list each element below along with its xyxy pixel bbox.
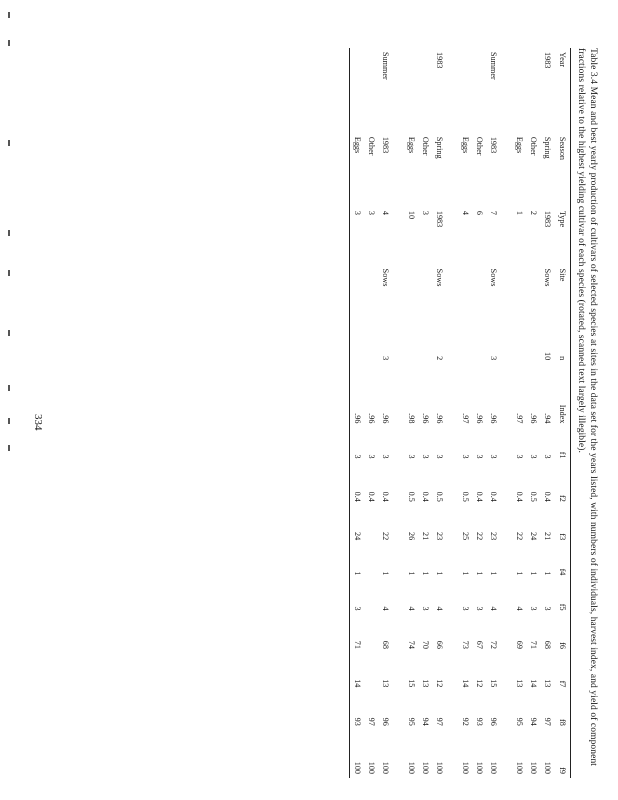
table-cell: Summer xyxy=(489,52,498,80)
table-row xyxy=(404,48,418,778)
table-cell: 96 xyxy=(489,717,498,726)
table-cell: 3 xyxy=(353,210,362,215)
table-cell: Sows xyxy=(381,268,390,287)
table-cell: Summer xyxy=(381,52,390,80)
table-cell: 3 xyxy=(421,454,430,459)
table-cell xyxy=(418,326,432,364)
table-cell: 100 xyxy=(515,761,524,774)
table-cell xyxy=(458,48,472,133)
table-row xyxy=(512,48,526,778)
table-cell: 14 xyxy=(529,679,538,688)
table-cell: Sows xyxy=(543,268,552,287)
table-cell: 1983 xyxy=(381,136,390,154)
table-cell: .94 xyxy=(543,413,552,424)
table-cell: 3 xyxy=(529,606,538,611)
table-cell: 0.4 xyxy=(381,491,390,502)
table-cell: 24 xyxy=(353,532,362,541)
table-cell: 26 xyxy=(407,532,416,541)
table-cell: 13 xyxy=(421,679,430,688)
table-cell: 97 xyxy=(435,717,444,726)
table-cell: Eggs xyxy=(353,136,362,154)
table-cell: 23 xyxy=(489,532,498,541)
table-cell: Spring xyxy=(543,136,552,159)
table-cell xyxy=(418,48,432,133)
table-cell: 1 xyxy=(461,571,470,576)
table-cell: 4 xyxy=(407,606,416,611)
table-cell: 4 xyxy=(435,606,444,611)
table-cell: Eggs xyxy=(407,136,416,154)
table-cell: 21 xyxy=(421,532,430,541)
table-cell: .98 xyxy=(407,413,416,424)
table-cell xyxy=(472,326,486,364)
table-cell: 72 xyxy=(489,640,498,649)
margin-mark xyxy=(8,230,10,236)
table-cell: 1 xyxy=(381,571,390,576)
table-cell: 0.4 xyxy=(515,491,524,502)
table-cell xyxy=(512,265,526,326)
table-cell: 1 xyxy=(407,571,416,576)
table-cell: 0.5 xyxy=(407,491,416,502)
col-header: f9 xyxy=(558,767,567,774)
table-cell: 0.4 xyxy=(421,491,430,502)
table-cell: 6 xyxy=(475,210,484,215)
table-cell: 3 xyxy=(489,356,498,361)
table-caption: Table 3.4 Mean and best yearly production of cultivars of selected species at sites in the data set for the years listed, with numbers of individuals, harvest index, and yield of component fractions relative to the highest yielding cultivar of each species (rotated, scanned text largely illegible). xyxy=(576,48,598,767)
col-header: f5 xyxy=(558,603,567,611)
table-cell xyxy=(404,265,418,326)
table-cell: 73 xyxy=(461,640,470,649)
table-cell: 10 xyxy=(407,210,416,220)
table-cell: .96 xyxy=(435,413,444,424)
rotated-table-block xyxy=(349,48,598,774)
table-cell xyxy=(350,326,364,364)
table-cell: 100 xyxy=(543,761,552,774)
table-cell: 22 xyxy=(475,532,484,541)
table-cell: 0.4 xyxy=(489,491,498,502)
table-cell: 4 xyxy=(515,606,524,611)
table-cell: 94 xyxy=(421,717,430,726)
table-cell: 0.4 xyxy=(543,491,552,502)
table-cell xyxy=(418,265,432,326)
table-cell: 12 xyxy=(475,679,484,688)
table-cell xyxy=(364,579,378,614)
margin-mark xyxy=(8,385,10,391)
table-cell: 3 xyxy=(381,356,390,361)
table-cell: 100 xyxy=(381,761,390,774)
table-cell: Sows xyxy=(489,268,498,287)
table-cell: 10 xyxy=(543,351,552,361)
table-cell: 71 xyxy=(529,640,538,649)
table-cell: 1983 xyxy=(543,210,552,228)
table-cell: 1983 xyxy=(543,52,552,69)
table-cell: 3 xyxy=(367,210,376,215)
table-cell: 100 xyxy=(353,761,362,774)
table-cell xyxy=(472,48,486,133)
table-cell: 1 xyxy=(515,210,524,215)
col-header: Season xyxy=(558,136,567,161)
table-cell xyxy=(458,265,472,326)
table-cell xyxy=(404,48,418,133)
table-cell: .96 xyxy=(353,413,362,424)
table-cell: 3 xyxy=(367,454,376,459)
table-cell: 15 xyxy=(489,679,498,688)
table-cell: Eggs xyxy=(515,136,524,154)
table-cell: 69 xyxy=(515,640,524,649)
table-cell: 3 xyxy=(435,454,444,459)
table-cell xyxy=(364,326,378,364)
table-cell: 3 xyxy=(421,606,430,611)
table-cell: 0.4 xyxy=(353,491,362,502)
table-cell: 0.5 xyxy=(461,491,470,502)
table-cell: 0.5 xyxy=(435,491,444,502)
table-cell: 95 xyxy=(515,717,524,726)
table-cell: 4 xyxy=(381,210,390,215)
table-cell: 67 xyxy=(475,640,484,649)
table-cell xyxy=(526,326,540,364)
table-cell: .97 xyxy=(515,413,524,424)
col-header: f2 xyxy=(558,495,567,502)
col-header: f3 xyxy=(558,533,567,541)
table-cell: Sows xyxy=(435,268,444,287)
table-cell: 3 xyxy=(353,454,362,459)
table-cell: 3 xyxy=(515,454,524,459)
table-cell: 97 xyxy=(543,717,552,726)
table-cell: 2 xyxy=(435,356,444,361)
margin-mark xyxy=(8,330,10,336)
table-cell: 3 xyxy=(407,454,416,459)
table-cell xyxy=(526,265,540,326)
col-header: Year xyxy=(558,52,567,68)
table-cell: .96 xyxy=(475,413,484,424)
table-cell: 1 xyxy=(421,571,430,576)
table-cell: .96 xyxy=(529,413,538,424)
table-cell: 3 xyxy=(529,454,538,459)
table-cell: 100 xyxy=(421,761,430,774)
table-cell: 100 xyxy=(367,761,376,774)
table-cell: 1 xyxy=(475,571,484,576)
table-row xyxy=(350,48,364,778)
table-cell xyxy=(512,326,526,364)
table-cell: .96 xyxy=(381,413,390,424)
table-cell: 68 xyxy=(381,640,390,649)
table-cell: 70 xyxy=(421,640,430,649)
table-row xyxy=(486,48,512,778)
table-cell: 93 xyxy=(475,717,484,726)
table-cell: 92 xyxy=(461,717,470,726)
table-cell xyxy=(364,653,378,691)
table-cell: .96 xyxy=(489,413,498,424)
bottom-rule xyxy=(349,48,350,778)
table-cell: 1983 xyxy=(435,210,444,228)
table-cell: 1 xyxy=(435,571,444,576)
margin-mark xyxy=(8,140,10,146)
margin-mark xyxy=(8,40,10,46)
table-cell: 3 xyxy=(353,606,362,611)
table-cell xyxy=(364,615,378,653)
margin-mark xyxy=(8,418,10,424)
table-cell: 1983 xyxy=(489,136,498,154)
page-number: 334 xyxy=(32,414,44,431)
table-cell xyxy=(364,48,378,133)
table-header-row xyxy=(554,48,570,778)
table-cell: 74 xyxy=(407,640,416,649)
table-cell: 1 xyxy=(353,571,362,576)
margin-mark xyxy=(8,445,10,451)
table-cell: 0.4 xyxy=(475,491,484,502)
table-cell: 3 xyxy=(461,606,470,611)
table-cell xyxy=(364,506,378,544)
binding-margin-marks xyxy=(8,0,24,800)
table-cell: 100 xyxy=(435,761,444,774)
table-cell: 100 xyxy=(407,761,416,774)
col-header: f8 xyxy=(558,718,567,726)
table-cell: 1983 xyxy=(435,52,444,69)
table-cell xyxy=(458,326,472,364)
table-cell xyxy=(364,265,378,326)
table-cell: 12 xyxy=(435,679,444,688)
data-table xyxy=(350,48,570,778)
table-cell: 0.5 xyxy=(529,491,538,502)
table-cell: 24 xyxy=(529,532,538,541)
table-cell: Other xyxy=(475,136,484,156)
margin-mark xyxy=(8,270,10,276)
margin-mark xyxy=(8,12,10,18)
table-cell: 22 xyxy=(515,532,524,541)
table-cell xyxy=(526,48,540,133)
table-cell: 0.4 xyxy=(367,491,376,502)
table-cell xyxy=(350,265,364,326)
table-cell: .96 xyxy=(421,413,430,424)
table-row xyxy=(472,48,486,778)
table-cell: 71 xyxy=(353,640,362,649)
table-cell xyxy=(364,544,378,579)
table-cell: 4 xyxy=(381,606,390,611)
col-header: f1 xyxy=(558,451,567,459)
col-header: f4 xyxy=(558,568,567,576)
table-cell: Eggs xyxy=(461,136,470,154)
table-cell xyxy=(350,48,364,133)
col-header: Type xyxy=(558,210,567,228)
table-cell: 3 xyxy=(543,454,552,459)
table-cell: 23 xyxy=(435,532,444,541)
table-cell: 1 xyxy=(543,571,552,576)
table-cell: .96 xyxy=(367,413,376,424)
table-cell: 100 xyxy=(529,761,538,774)
table-cell: 7 xyxy=(489,210,498,215)
table-cell: Other xyxy=(529,136,538,156)
table-row xyxy=(418,48,432,778)
table-cell: 2 xyxy=(529,210,538,215)
table-cell: Spring xyxy=(435,136,444,159)
table-cell: 93 xyxy=(353,717,362,726)
table-cell: 4 xyxy=(489,606,498,611)
table-cell: 13 xyxy=(515,679,524,688)
table-row xyxy=(540,48,554,778)
table-cell: .97 xyxy=(461,413,470,424)
table-cell: 94 xyxy=(529,717,538,726)
col-header: Site xyxy=(558,268,567,282)
table-cell: 100 xyxy=(461,761,470,774)
table-cell xyxy=(512,48,526,133)
table-cell: 100 xyxy=(475,761,484,774)
table-cell: 1 xyxy=(489,571,498,576)
table-cell: 3 xyxy=(421,210,430,215)
table-cell: 3 xyxy=(475,606,484,611)
table-cell: Other xyxy=(367,136,376,156)
table-cell: 68 xyxy=(543,640,552,649)
table-cell: 97 xyxy=(367,717,376,726)
col-header: Index xyxy=(558,404,567,424)
col-header: f6 xyxy=(558,642,567,649)
table-cell: 3 xyxy=(543,606,552,611)
table-row xyxy=(526,48,540,778)
table-row xyxy=(378,48,404,778)
table-cell: 13 xyxy=(543,679,552,688)
table-cell: 1 xyxy=(529,571,538,576)
top-rule xyxy=(570,48,571,778)
col-header: f7 xyxy=(558,680,567,688)
table-cell: Other xyxy=(421,136,430,156)
table-cell xyxy=(404,326,418,364)
table-cell: 13 xyxy=(381,679,390,688)
table-cell: 21 xyxy=(543,532,552,541)
col-header: n xyxy=(558,356,567,361)
table-row xyxy=(458,48,472,778)
table-row xyxy=(432,48,458,778)
table-cell: 14 xyxy=(353,679,362,688)
table-cell xyxy=(472,265,486,326)
table-cell: 95 xyxy=(407,717,416,726)
table-cell: 1 xyxy=(515,571,524,576)
table-cell: 14 xyxy=(461,679,470,688)
table-row xyxy=(364,48,378,778)
table-cell: 22 xyxy=(381,532,390,541)
table-cell: 3 xyxy=(489,454,498,459)
table-cell: 3 xyxy=(381,454,390,459)
table-cell: 25 xyxy=(461,532,470,541)
table-cell: 4 xyxy=(461,210,470,215)
table-cell: 15 xyxy=(407,679,416,688)
table-cell: 3 xyxy=(475,454,484,459)
table-body xyxy=(350,48,554,778)
table-cell: 3 xyxy=(461,454,470,459)
table-cell: 66 xyxy=(435,640,444,649)
table-cell: 96 xyxy=(381,717,390,726)
table-cell: 100 xyxy=(489,761,498,774)
